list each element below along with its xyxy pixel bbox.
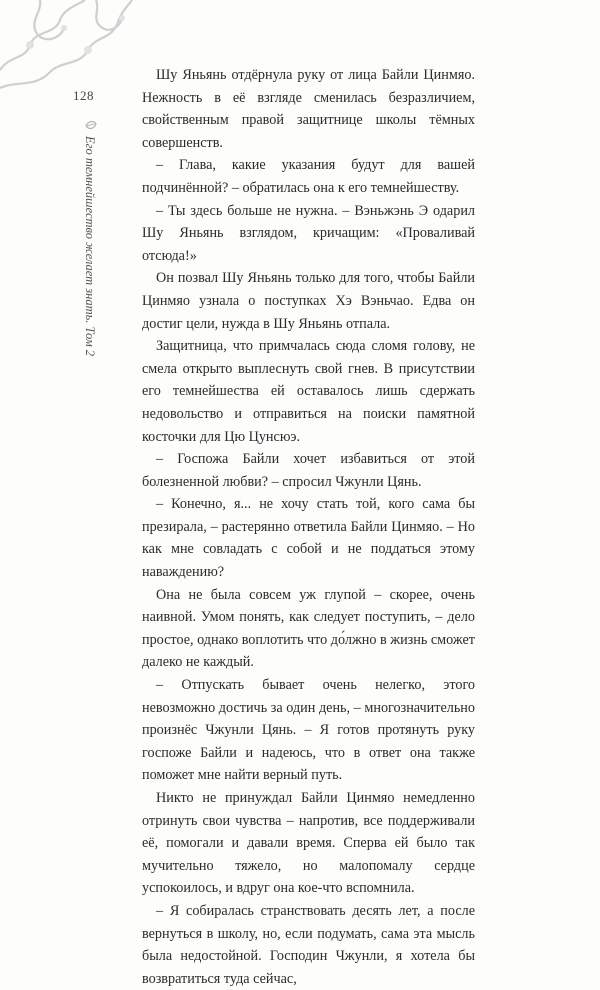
paragraph: Защитница, что примчалась сюда сломя голову, не смела открыто выплеснуть свой гнев. В присутствии его темнейшества ей оставалось лишь сдержать недовольство и отправиться на поиски памятной косточки для Цю Цунсюэ.	[142, 338, 475, 445]
page-number: 128	[73, 88, 94, 103]
paragraph: – Конечно, я... не хочу стать той, кого сама бы презирала, – растерянно ответила Байли Цинмяо. – Но как мне совладать с собой и не поддаться этому наваждению?	[142, 496, 475, 581]
paragraph: – Глава, какие указания будут для вашей подчинённой? – обратилась она к его темнейшеству.	[142, 157, 475, 196]
paragraph: Шу Яньянь отдёрнула руку от лица Байли Цинмяо. Нежность в её взгляде сменилась безразличием, свойственным правой защитнице школы тёмных совершенств.	[142, 67, 475, 151]
paragraph: – Я собиралась странствовать десять лет, а после вернуться в школу, но, если подумать, сама эта мысль была недостойной. Господин Чжунли, я хотела бы возвратиться туда сейчас,	[142, 902, 475, 987]
running-title	[85, 136, 99, 366]
paragraph: – Отпускать бывает очень нелегко, этого невозможно достичь за один день, – многозначительно произнёс Чжунли Цянь. – Я готов протянуть руку госпоже Байли и надеюсь, что в ответ она также поможет мне найти верный путь.	[142, 677, 475, 784]
paragraph: – Ты здесь больше не нужна. – Вэньжэнь Э одарил Шу Яньянь взглядом, кричащим: «Проваливай отсюда!»	[142, 202, 475, 264]
paragraph: Она не была совсем уж глупой – скорее, очень наивной. Умом понять, как следует поступить, – дело простое, однако воплотить что до́лжно в жизнь сможет далеко не каждый.	[142, 586, 476, 671]
paragraph: Он позвал Шу Яньянь только для того, чтобы Байли Цинмяо узнала о поступках Хэ Вэньчао. Едва он достиг цели, нужда в Шу Яньянь отпала.	[142, 270, 475, 332]
leaf-ornament-icon	[84, 118, 98, 132]
paragraph: Никто не принуждал Байли Цинмяо немедленно отринуть свои чувства – напротив, все поддерживали её, помогали и давали время. Сперва ей было так мучительно тяжело, но малопомалу сердце успокоилось, и вдруг она кое-что вспомнила.	[142, 790, 475, 897]
paragraph: – Госпожа Байли хочет избавиться от этой болезненной любви? – спросил Чжунли Цянь.	[142, 451, 475, 490]
running-title-text: Его темнейшество желает знать. Том 2	[83, 136, 97, 357]
cloud-ornament-icon	[0, 0, 140, 95]
body-text	[142, 64, 475, 990]
